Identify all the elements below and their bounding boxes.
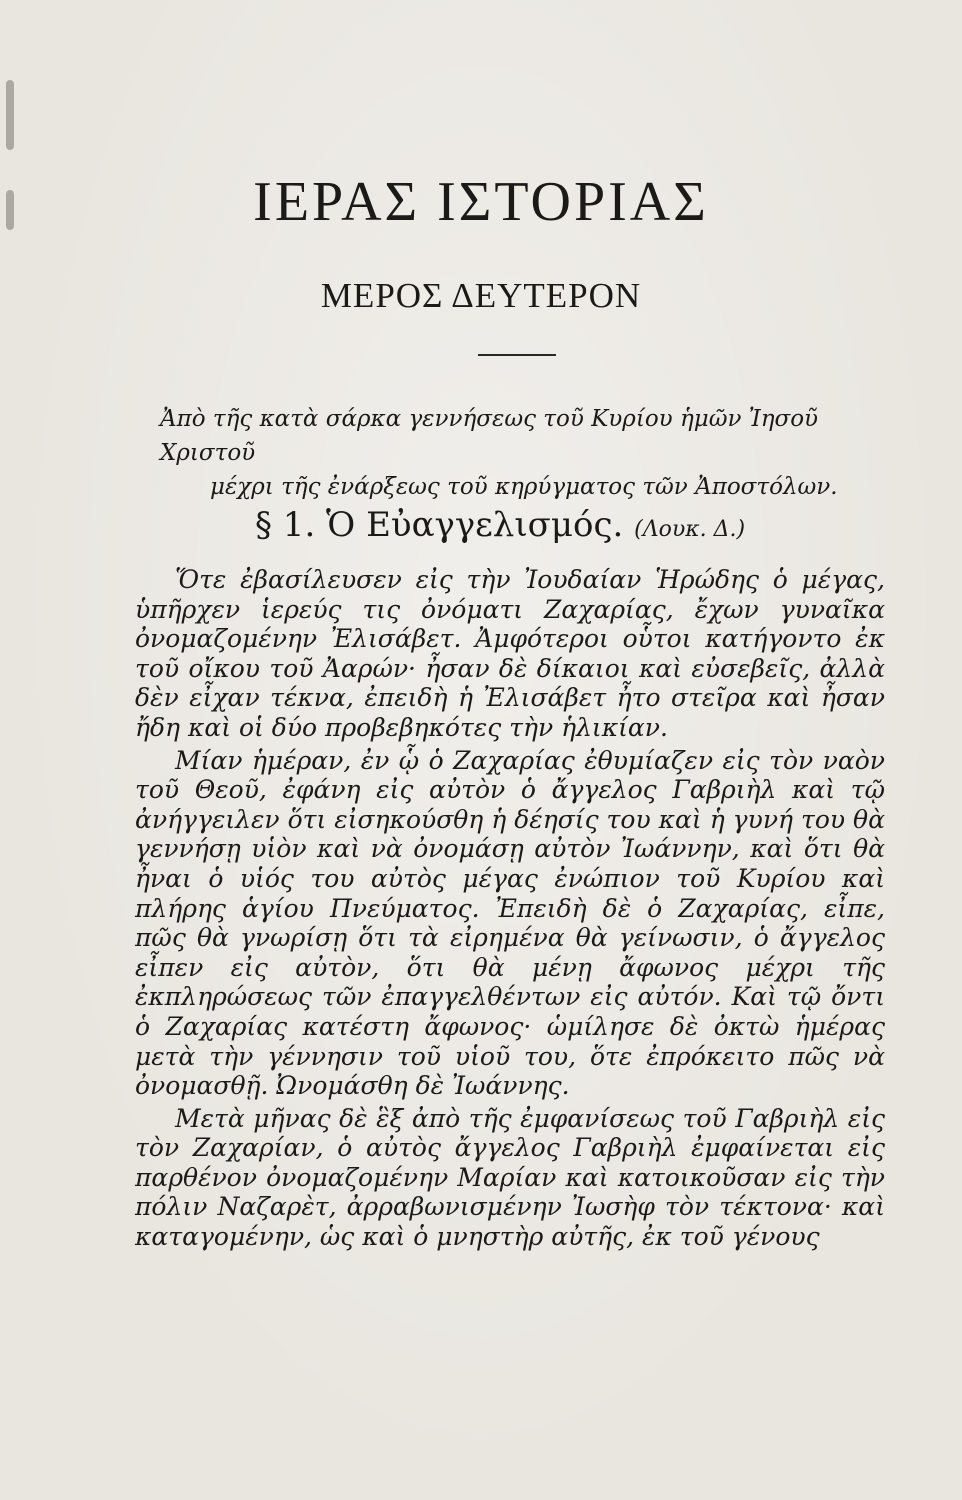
part-subtitle: ΜΕΡΟΣ ΔΕΥΤΕΡΟΝ	[320, 276, 642, 315]
section-title: § 1. Ὁ Εὐαγγελισμός.	[255, 505, 624, 545]
paragraph: Ὅτε ἐβασίλευσεν εἰς τὴν Ἰουδαίαν Ἡρώδης ὁ μέγας, ὑπῆρχεν ἱερεύς τις ὀνόματι Ζαχαρίας, ἔχων γυναῖκα ὀνομαζομένην Ἐλισάβετ. Ἀμφότεροι οὗτοι κατήγοντο ἐκ τοῦ οἴκου τοῦ Ἀαρών· ἦσαν δὲ δίκαιοι καὶ εὐσεβεῖς, ἀλλὰ δὲν εἶχαν τέκνα, ἐπειδὴ ἡ Ἐλισάβετ ἦτο στεῖρα καὶ ἦσαν ἤδη καὶ οἱ δύο προβεβηκότες τὴν ἡλικίαν.	[135, 565, 885, 742]
page-edge-mark	[6, 80, 14, 150]
coverage-line-2: μέχρι τῆς ἐνάρξεως τοῦ κηρύγματος τῶν Ἀποστόλων.	[210, 474, 838, 500]
paragraph: Μίαν ἡμέραν, ἐν ᾧ ὁ Ζαχαρίας ἐθυμίαζεν εἰς τὸν ναὸν τοῦ Θεοῦ, ἐφάνη εἰς αὐτὸν ὁ ἄγγελος Γαβριὴλ καὶ τῷ ἀνήγγειλεν ὅτι εἰσηκούσθη ἡ δέησίς του καὶ ἡ γυνή του θὰ γεννήσῃ υἱὸν καὶ νὰ ὀνομάσῃ αὐτὸν Ἰωάννην, καὶ ὅτι θὰ ἦναι ὁ υἱός του αὐτὸς μέγας ἐνώπιον τοῦ Κυρίου καὶ πλήρης ἁγίου Πνεύματος. Ἐπειδὴ δὲ ὁ Ζαχαρίας, εἶπε, πῶς θὰ γνωρίσῃ ὅτι τὰ εἰρημένα θὰ γείνωσιν, ὁ ἄγγελος εἶπεν εἰς αὐτὸν, ὅτι θὰ μένῃ ἄφωνος μέχρι τῆς ἐκπληρώσεως τῶν ἐπαγγελθέντων εἰς αὐτόν. Καὶ τῷ ὄντι ὁ Ζαχαρίας κατέστη ἄφωνος· ὡμίλησε δὲ ὀκτὼ ἡμέρας μετὰ τὴν γέννησιν τοῦ υἱοῦ του, ὅτε ἐπρόκειτο πῶς νὰ ὀνομασθῇ. Ὠνομάσθη δὲ Ἰωάννης.	[135, 745, 885, 1101]
coverage-line-1: Ἀπὸ τῆς κατὰ σάρκα γεννήσεως τοῦ Κυρίου ἡμῶν Ἰησοῦ Χριστοῦ	[160, 406, 819, 466]
divider-rule	[478, 354, 556, 356]
paragraph: Μετὰ μῆνας δὲ ἓξ ἀπὸ τῆς ἐμφανίσεως τοῦ Γαβριὴλ εἰς τὸν Ζαχαρίαν, ὁ αὐτὸς ἄγγελος Γαβριὴλ ἐμφαίνεται εἰς παρθένον ὀνομαζομένην Μαρίαν καὶ κατοικοῦσαν εἰς τὴν πόλιν Ναζαρὲτ, ἀρραβωνισμένην Ἰωσὴφ τὸν τέκτονα· καὶ καταγομένην, ὡς καὶ ὁ μνηστὴρ αὐτῆς, ἐκ τοῦ γένους	[135, 1103, 885, 1252]
coverage-description	[160, 402, 880, 504]
section-reference: (Λουκ. Δ.)	[634, 517, 746, 542]
section-heading	[255, 505, 745, 545]
page-title: ΙΕΡΑΣ ΙΣΤΟΡΙΑΣ	[253, 171, 709, 233]
body-text	[135, 565, 885, 1252]
